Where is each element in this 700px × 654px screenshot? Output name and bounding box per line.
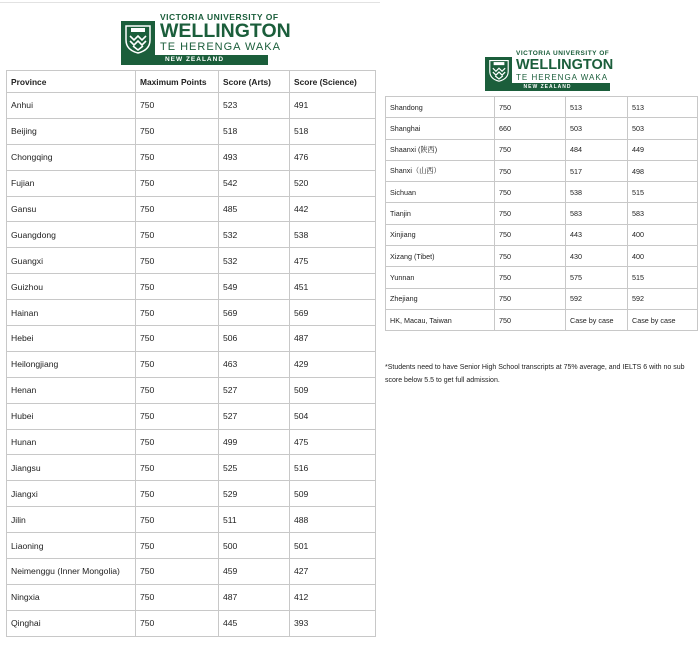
score-arts-cell: 463 bbox=[219, 351, 290, 377]
score-arts-cell: 527 bbox=[219, 403, 290, 429]
province-cell: Hunan bbox=[7, 429, 136, 455]
maximum-points-cell: 750 bbox=[136, 507, 219, 533]
province-scores-table bbox=[6, 70, 376, 637]
province-cell: Fujian bbox=[7, 170, 136, 196]
university-logo bbox=[121, 12, 291, 65]
score-science-cell: 518 bbox=[290, 118, 376, 144]
score-science-cell: 504 bbox=[290, 403, 376, 429]
maximum-points-cell: 750 bbox=[136, 93, 219, 119]
logo-line-3: TE HERENGA WAKA bbox=[516, 73, 609, 82]
maximum-points-cell: 750 bbox=[495, 139, 566, 160]
province-cell: Guizhou bbox=[7, 274, 136, 300]
column-header-score-science: Score (Science) bbox=[290, 71, 376, 93]
province-cell: Tianjin bbox=[386, 203, 495, 224]
maximum-points-cell: 750 bbox=[495, 203, 566, 224]
score-arts-cell: 525 bbox=[219, 455, 290, 481]
province-cell: Liaoning bbox=[7, 533, 136, 559]
province-cell: Hainan bbox=[7, 300, 136, 326]
maximum-points-cell: 750 bbox=[495, 309, 566, 330]
score-science-cell: 475 bbox=[290, 248, 376, 274]
province-cell: Qinghai bbox=[7, 610, 136, 636]
score-arts-cell: 503 bbox=[566, 118, 628, 139]
score-arts-cell: 517 bbox=[566, 160, 628, 181]
score-arts-cell: 532 bbox=[219, 222, 290, 248]
maximum-points-cell: 750 bbox=[495, 246, 566, 267]
logo-line-4: NEW ZEALAND bbox=[121, 55, 268, 65]
score-arts-cell: 513 bbox=[566, 97, 628, 118]
table-row bbox=[7, 222, 376, 248]
maximum-points-cell: 660 bbox=[495, 118, 566, 139]
table-row bbox=[386, 160, 698, 181]
score-science-cell: 513 bbox=[628, 97, 698, 118]
table-row bbox=[7, 351, 376, 377]
score-science-cell: 520 bbox=[290, 170, 376, 196]
score-science-cell: 451 bbox=[290, 274, 376, 300]
province-cell: Jilin bbox=[7, 507, 136, 533]
maximum-points-cell: 750 bbox=[495, 182, 566, 203]
column-header-score-arts: Score (Arts) bbox=[219, 71, 290, 93]
table-row bbox=[7, 610, 376, 636]
maximum-points-cell: 750 bbox=[495, 288, 566, 309]
score-arts-cell: 485 bbox=[219, 196, 290, 222]
maximum-points-cell: 750 bbox=[136, 170, 219, 196]
province-cell: HK, Macau, Taiwan bbox=[386, 309, 495, 330]
maximum-points-cell: 750 bbox=[495, 224, 566, 245]
province-cell: Hubei bbox=[7, 403, 136, 429]
score-arts-cell: 506 bbox=[219, 326, 290, 352]
table-row bbox=[7, 170, 376, 196]
province-cell: Shandong bbox=[386, 97, 495, 118]
score-arts-cell: 511 bbox=[219, 507, 290, 533]
province-scores-table-continued bbox=[385, 96, 698, 331]
column-header-maximum-points: Maximum Points bbox=[136, 71, 219, 93]
score-science-cell: 538 bbox=[290, 222, 376, 248]
score-science-cell: 516 bbox=[290, 455, 376, 481]
maximum-points-cell: 750 bbox=[136, 274, 219, 300]
maximum-points-cell: 750 bbox=[136, 222, 219, 248]
score-arts-cell: 532 bbox=[219, 248, 290, 274]
table-row bbox=[7, 559, 376, 585]
table-row bbox=[386, 97, 698, 118]
score-science-cell: 509 bbox=[290, 377, 376, 403]
maximum-points-cell: 750 bbox=[495, 267, 566, 288]
page-top-rule bbox=[0, 2, 380, 3]
maximum-points-cell: 750 bbox=[136, 429, 219, 455]
table-row bbox=[7, 196, 376, 222]
province-cell: Guangxi bbox=[7, 248, 136, 274]
score-arts-cell: 523 bbox=[219, 93, 290, 119]
score-arts-cell: 518 bbox=[219, 118, 290, 144]
logo-line-2: WELLINGTON bbox=[160, 20, 291, 42]
province-cell: Anhui bbox=[7, 93, 136, 119]
score-science-cell: 503 bbox=[628, 118, 698, 139]
score-science-cell: 427 bbox=[290, 559, 376, 585]
province-cell: Yunnan bbox=[386, 267, 495, 288]
admission-note: *Students need to have Senior High School transcripts at 75% average, and IELTS 6 with no sub score below 5.5 to get full admission. bbox=[385, 364, 685, 384]
score-arts-cell: 459 bbox=[219, 559, 290, 585]
score-science-cell: 515 bbox=[628, 182, 698, 203]
university-logo-secondary bbox=[485, 50, 613, 91]
province-cell: Henan bbox=[7, 377, 136, 403]
table-row bbox=[7, 377, 376, 403]
score-science-cell: 442 bbox=[290, 196, 376, 222]
score-science-cell: Case by case bbox=[628, 309, 698, 330]
table-row bbox=[7, 533, 376, 559]
maximum-points-cell: 750 bbox=[495, 97, 566, 118]
table-row bbox=[7, 93, 376, 119]
score-science-cell: 400 bbox=[628, 246, 698, 267]
maximum-points-cell: 750 bbox=[136, 559, 219, 585]
crest-icon bbox=[485, 57, 512, 85]
score-science-cell: 400 bbox=[628, 224, 698, 245]
province-cell: Shanxi（山西） bbox=[386, 160, 495, 181]
province-cell: Jiangsu bbox=[7, 455, 136, 481]
maximum-points-cell: 750 bbox=[136, 300, 219, 326]
table-row bbox=[7, 300, 376, 326]
score-science-cell: 393 bbox=[290, 610, 376, 636]
province-cell: Zhejiang bbox=[386, 288, 495, 309]
maximum-points-cell: 750 bbox=[136, 403, 219, 429]
score-science-cell: 592 bbox=[628, 288, 698, 309]
table-row bbox=[7, 144, 376, 170]
score-arts-cell: 538 bbox=[566, 182, 628, 203]
table-row bbox=[7, 507, 376, 533]
score-arts-cell: 542 bbox=[219, 170, 290, 196]
score-arts-cell: 493 bbox=[219, 144, 290, 170]
province-cell: Chongqing bbox=[7, 144, 136, 170]
maximum-points-cell: 750 bbox=[495, 160, 566, 181]
score-science-cell: 491 bbox=[290, 93, 376, 119]
maximum-points-cell: 750 bbox=[136, 196, 219, 222]
table-row bbox=[386, 203, 698, 224]
table-row bbox=[386, 246, 698, 267]
logo-line-1: VICTORIA UNIVERSITY OF bbox=[160, 12, 279, 22]
table-row bbox=[7, 481, 376, 507]
maximum-points-cell: 750 bbox=[136, 455, 219, 481]
table-row bbox=[386, 309, 698, 330]
score-science-cell: 476 bbox=[290, 144, 376, 170]
table-row bbox=[7, 403, 376, 429]
score-science-cell: 509 bbox=[290, 481, 376, 507]
logo-line-3: TE HERENGA WAKA bbox=[160, 41, 281, 53]
maximum-points-cell: 750 bbox=[136, 533, 219, 559]
province-cell: Shanghai bbox=[386, 118, 495, 139]
maximum-points-cell: 750 bbox=[136, 326, 219, 352]
logo-line-2: WELLINGTON bbox=[516, 57, 614, 73]
maximum-points-cell: 750 bbox=[136, 610, 219, 636]
column-header-province: Province bbox=[7, 71, 136, 93]
table-row bbox=[7, 455, 376, 481]
table-row bbox=[386, 182, 698, 203]
province-cell: Beijing bbox=[7, 118, 136, 144]
table-row bbox=[7, 429, 376, 455]
maximum-points-cell: 750 bbox=[136, 377, 219, 403]
score-arts-cell: 500 bbox=[219, 533, 290, 559]
table-row bbox=[7, 118, 376, 144]
score-science-cell: 429 bbox=[290, 351, 376, 377]
score-arts-cell: 430 bbox=[566, 246, 628, 267]
maximum-points-cell: 750 bbox=[136, 481, 219, 507]
score-science-cell: 498 bbox=[628, 160, 698, 181]
score-science-cell: 583 bbox=[628, 203, 698, 224]
score-arts-cell: 583 bbox=[566, 203, 628, 224]
score-science-cell: 501 bbox=[290, 533, 376, 559]
table-row bbox=[7, 326, 376, 352]
score-arts-cell: 443 bbox=[566, 224, 628, 245]
score-science-cell: 449 bbox=[628, 139, 698, 160]
province-cell: Heilongjiang bbox=[7, 351, 136, 377]
table-row bbox=[386, 224, 698, 245]
province-cell: Hebei bbox=[7, 326, 136, 352]
province-cell: Ningxia bbox=[7, 584, 136, 610]
crest-icon bbox=[121, 21, 155, 57]
score-arts-cell: 499 bbox=[219, 429, 290, 455]
maximum-points-cell: 750 bbox=[136, 118, 219, 144]
province-cell: Xinjiang bbox=[386, 224, 495, 245]
logo-line-1: VICTORIA UNIVERSITY OF bbox=[516, 50, 610, 57]
score-science-cell: 515 bbox=[628, 267, 698, 288]
logo-line-4: NEW ZEALAND bbox=[485, 83, 610, 91]
table-row bbox=[7, 248, 376, 274]
province-cell: Xizang (Tibet) bbox=[386, 246, 495, 267]
score-science-cell: 412 bbox=[290, 584, 376, 610]
score-science-cell: 569 bbox=[290, 300, 376, 326]
score-arts-cell: 529 bbox=[219, 481, 290, 507]
score-arts-cell: 575 bbox=[566, 267, 628, 288]
score-arts-cell: 445 bbox=[219, 610, 290, 636]
maximum-points-cell: 750 bbox=[136, 144, 219, 170]
province-cell: Neimenggu (Inner Mongolia) bbox=[7, 559, 136, 585]
table-header-row bbox=[7, 71, 376, 93]
score-science-cell: 475 bbox=[290, 429, 376, 455]
score-arts-cell: 569 bbox=[219, 300, 290, 326]
maximum-points-cell: 750 bbox=[136, 584, 219, 610]
score-arts-cell: 484 bbox=[566, 139, 628, 160]
score-arts-cell: 549 bbox=[219, 274, 290, 300]
table-row bbox=[386, 267, 698, 288]
table-row bbox=[7, 274, 376, 300]
table-row bbox=[386, 118, 698, 139]
maximum-points-cell: 750 bbox=[136, 351, 219, 377]
province-cell: Shaanxi (陕西) bbox=[386, 139, 495, 160]
table-row bbox=[7, 584, 376, 610]
province-cell: Gansu bbox=[7, 196, 136, 222]
table-row bbox=[386, 288, 698, 309]
maximum-points-cell: 750 bbox=[136, 248, 219, 274]
score-arts-cell: 592 bbox=[566, 288, 628, 309]
score-arts-cell: 527 bbox=[219, 377, 290, 403]
province-cell: Guangdong bbox=[7, 222, 136, 248]
table-row bbox=[386, 139, 698, 160]
province-cell: Sichuan bbox=[386, 182, 495, 203]
score-science-cell: 488 bbox=[290, 507, 376, 533]
score-science-cell: 487 bbox=[290, 326, 376, 352]
score-arts-cell: Case by case bbox=[566, 309, 628, 330]
province-cell: Jiangxi bbox=[7, 481, 136, 507]
score-arts-cell: 487 bbox=[219, 584, 290, 610]
